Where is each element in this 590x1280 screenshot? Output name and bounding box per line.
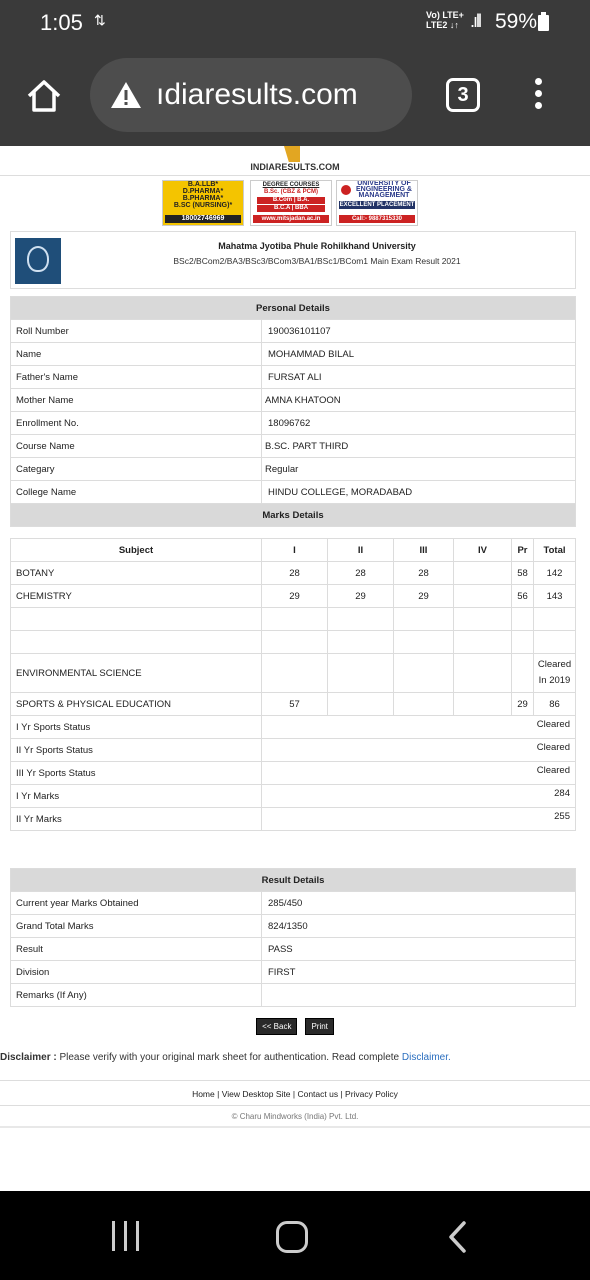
field-label: College Name xyxy=(11,481,262,504)
overflow-menu-icon[interactable] xyxy=(532,78,544,114)
system-nav-bar xyxy=(0,1191,590,1280)
column-header: Pr xyxy=(512,539,534,562)
field-label: Current year Marks Obtained xyxy=(11,892,262,915)
field-label: Enrollment No. xyxy=(11,412,262,435)
table-row xyxy=(11,762,576,785)
table-row xyxy=(11,808,576,831)
subject-name: ENVIRONMENTAL SCIENCE xyxy=(11,654,262,693)
footer-link-contact[interactable]: Contact us xyxy=(297,1089,339,1099)
subject-name: BOTANY xyxy=(11,562,262,585)
table-row xyxy=(11,562,576,585)
back-nav-icon[interactable] xyxy=(446,1221,470,1253)
site-header xyxy=(0,146,590,176)
marks-table xyxy=(10,538,576,831)
university-header xyxy=(10,231,576,289)
mark-cell xyxy=(454,693,512,716)
ad-line: B.A.LLB* xyxy=(187,181,219,188)
battery-percent: 59% xyxy=(495,10,538,33)
subject-name: CHEMISTRY xyxy=(11,585,262,608)
field-value: 190036101107 xyxy=(262,320,576,343)
column-header: I xyxy=(262,539,328,562)
separator: | xyxy=(290,1089,298,1099)
status-value: Cleared xyxy=(262,716,576,739)
status-label: I Yr Marks xyxy=(11,785,262,808)
battery-icon xyxy=(538,15,549,31)
status-bar xyxy=(0,0,590,46)
result-details-table xyxy=(10,868,576,1007)
clock: 1:05 xyxy=(40,10,83,35)
mark-cell: 143 xyxy=(534,585,576,608)
field-label: Remarks (If Any) xyxy=(11,984,262,1007)
disclaimer xyxy=(0,1052,590,1063)
ad-line: B.C.A | BBA xyxy=(257,205,325,212)
address-bar[interactable] xyxy=(90,58,412,132)
field-value: 285/450 xyxy=(262,892,576,915)
ad-url: www.mitsjadan.ac.in xyxy=(253,215,329,223)
ad-banner-pharma[interactable] xyxy=(162,180,244,226)
mark-cell xyxy=(328,693,394,716)
status-value: Cleared xyxy=(262,739,576,762)
mark-cell: 58 xyxy=(512,562,534,585)
field-value: MOHAMMAD BILAL xyxy=(262,343,576,366)
status-label: II Yr Marks xyxy=(11,808,262,831)
table-row xyxy=(11,739,576,762)
separator: | xyxy=(214,1089,222,1099)
data-sync-icon: ⇅ xyxy=(94,12,106,28)
home-icon[interactable] xyxy=(24,76,64,116)
empty-row xyxy=(11,631,576,654)
field-value: B.SC. PART THIRD xyxy=(262,435,576,458)
column-header: Subject xyxy=(11,539,262,562)
mark-cell: 56 xyxy=(512,585,534,608)
browser-toolbar xyxy=(0,46,590,146)
field-value: 824/1350 xyxy=(262,915,576,938)
table-row xyxy=(11,654,576,693)
copyright: © Charu Mindworks (India) Pvt. Ltd. xyxy=(0,1106,590,1128)
ad-line: B.SC (NURSING)* xyxy=(173,202,233,209)
field-value: HINDU COLLEGE, MORADABAD xyxy=(262,481,576,504)
field-label: Categary xyxy=(11,458,262,481)
status-label: I Yr Sports Status xyxy=(11,716,262,739)
status-label: II Yr Sports Status xyxy=(11,739,262,762)
footer-links xyxy=(0,1080,590,1106)
url-text[interactable]: ıdiaresults.com xyxy=(156,78,358,111)
personal-details-table xyxy=(10,296,576,527)
status-value: Cleared xyxy=(262,762,576,785)
mark-cell: 28 xyxy=(262,562,328,585)
status-value: 255 xyxy=(262,808,576,831)
mark-cell xyxy=(454,562,512,585)
mark-cell xyxy=(394,693,454,716)
field-value: FURSAT ALI xyxy=(262,366,576,389)
ad-line: MANAGEMENT xyxy=(358,192,410,199)
field-label: Result xyxy=(11,938,262,961)
status-value: 284 xyxy=(262,785,576,808)
ad-tag: EXCELLENT PLACEMENT xyxy=(339,202,415,208)
empty-row xyxy=(11,608,576,631)
field-label: Name xyxy=(11,343,262,366)
site-logo-text[interactable]: INDIARESULTS.COM xyxy=(250,162,340,172)
mark-cell: 86 xyxy=(534,693,576,716)
warning-icon[interactable] xyxy=(110,80,142,110)
ad-line: B.PHARMA* xyxy=(182,195,224,202)
mark-cell: 57 xyxy=(262,693,328,716)
column-header: II xyxy=(328,539,394,562)
mark-cell: 28 xyxy=(394,562,454,585)
ad-line: B.Sc. (CBZ & PCM) xyxy=(264,189,318,195)
ad-line: DEGREE COURSES xyxy=(262,182,320,188)
print-button[interactable]: Print xyxy=(305,1018,333,1035)
section-heading: Marks Details xyxy=(11,504,576,527)
ad-line: UNIVERSITY OF xyxy=(357,180,411,187)
field-label: Roll Number xyxy=(11,320,262,343)
mark-cell: 29 xyxy=(262,585,328,608)
field-value: FIRST xyxy=(262,961,576,984)
field-value: 18096762 xyxy=(262,412,576,435)
table-row xyxy=(11,693,576,716)
ad-line: D.PHARMA* xyxy=(182,188,224,195)
ad-line: ENGINEERING & xyxy=(355,186,412,193)
footer-link-desktop[interactable]: View Desktop Site xyxy=(221,1089,291,1099)
disclaimer-text: Please verify with your original mark sheet for authentication. Read complete xyxy=(56,1052,402,1063)
ad-banner-degree[interactable] xyxy=(250,180,332,226)
ad-logo-icon xyxy=(341,185,351,195)
mark-cell: 28 xyxy=(328,562,394,585)
ad-phone: Call:- 9887315330 xyxy=(339,215,415,223)
subject-status: Cleared In 2019 xyxy=(534,654,576,693)
mark-cell: 29 xyxy=(394,585,454,608)
footer-link-home[interactable]: Home xyxy=(192,1089,215,1099)
tab-switcher-button[interactable]: 3 xyxy=(446,78,480,112)
field-value xyxy=(262,984,576,1007)
field-label: Father's Name xyxy=(11,366,262,389)
section-heading: Result Details xyxy=(11,869,576,892)
column-header: IV xyxy=(454,539,512,562)
column-header: Total xyxy=(534,539,576,562)
separator: | xyxy=(338,1089,346,1099)
field-value: AMNA KHATOON xyxy=(262,389,576,412)
web-page xyxy=(0,146,590,1191)
home-nav-icon[interactable] xyxy=(276,1221,308,1253)
field-label: Course Name xyxy=(11,435,262,458)
ad-banner-university[interactable] xyxy=(336,180,418,226)
action-buttons xyxy=(0,1018,590,1035)
back-button[interactable]: << Back xyxy=(256,1018,297,1035)
field-value: PASS xyxy=(262,938,576,961)
disclaimer-label: Disclaimer : xyxy=(0,1052,57,1063)
status-label: III Yr Sports Status xyxy=(11,762,262,785)
site-logo-icon xyxy=(284,146,300,162)
mark-cell xyxy=(454,585,512,608)
mark-cell: 29 xyxy=(328,585,394,608)
table-row xyxy=(11,785,576,808)
network-type: Vo) LTE+ LTE2 ↓↑ xyxy=(426,10,464,30)
ad-phone: 18002746969 xyxy=(165,215,241,223)
university-name: Mahatma Jyotiba Phule Rohilkhand University xyxy=(218,241,416,251)
subject-name: SPORTS & PHYSICAL EDUCATION xyxy=(11,693,262,716)
footer-link-privacy[interactable]: Privacy Policy xyxy=(345,1089,398,1099)
exam-title: BSc2/BCom2/BA3/BSc3/BCom3/BA1/BSc1/BCom1 Main Exam Result 2021 xyxy=(173,256,461,266)
field-value: Regular xyxy=(262,458,576,481)
column-header: III xyxy=(394,539,454,562)
section-heading: Personal Details xyxy=(11,297,576,320)
field-label: Mother Name xyxy=(11,389,262,412)
table-row xyxy=(11,585,576,608)
field-label: Division xyxy=(11,961,262,984)
mark-cell: 29 xyxy=(512,693,534,716)
ad-line: B.Com | B.A. xyxy=(257,197,325,204)
field-label: Grand Total Marks xyxy=(11,915,262,938)
recent-apps-icon[interactable] xyxy=(112,1221,142,1251)
disclaimer-link[interactable]: Disclaimer. xyxy=(401,1052,451,1063)
mark-cell: 142 xyxy=(534,562,576,585)
table-row xyxy=(11,716,576,739)
signal-icon: .ıll xyxy=(470,11,480,31)
